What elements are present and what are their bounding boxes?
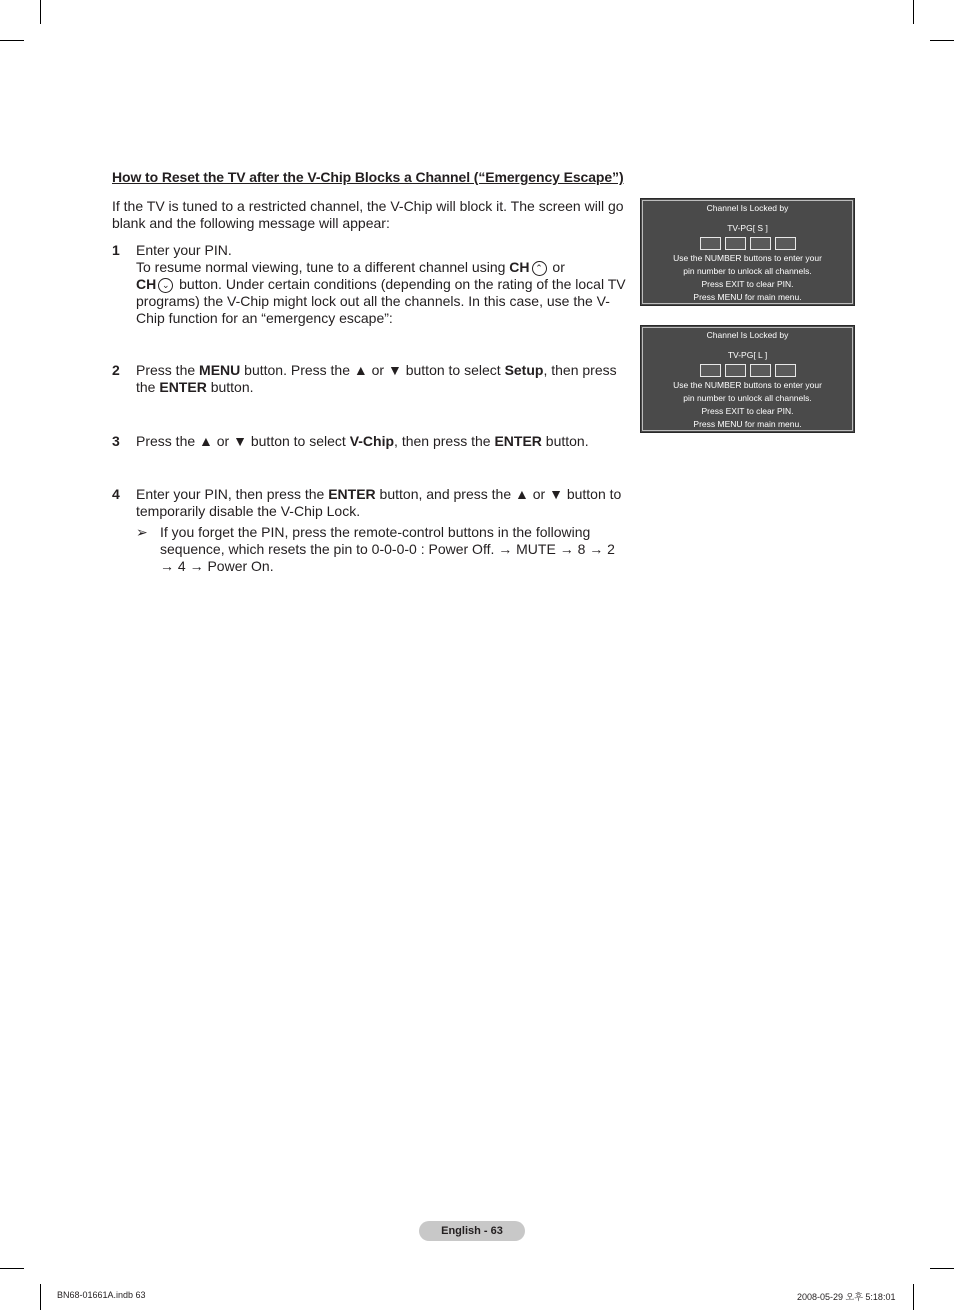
osd-rating: TV-PG[ L ] (727, 350, 768, 360)
osd-rating: TV-PG[ S ] (727, 223, 768, 233)
intro-paragraph: If the TV is tuned to a restricted channel, the V-Chip will block it. The screen will go blank and the following message will appear: (112, 198, 624, 231)
step-4 (112, 486, 627, 575)
osd-screen-2 (640, 325, 855, 433)
osd-instruction: Use the NUMBER buttons to enter your (673, 253, 822, 263)
step-1 (112, 242, 627, 327)
crop-mark (913, 1284, 914, 1310)
pin-box[interactable] (700, 237, 721, 250)
step-text-part: or (548, 259, 565, 275)
pin-box[interactable] (775, 237, 796, 250)
section-heading: How to Reset the TV after the V-Chip Blocks a Channel (“Emergency Escape”) (112, 169, 624, 185)
page-number-badge: English - 63 (419, 1221, 525, 1241)
crop-mark (40, 1284, 41, 1310)
step-text-part: , then press the (394, 433, 495, 449)
osd-instruction: Press EXIT to clear PIN. (701, 406, 794, 416)
pin-box[interactable] (775, 364, 796, 377)
chevron-down-icon: ⌄ (158, 278, 173, 293)
step-body (136, 433, 627, 450)
step-text (136, 259, 627, 327)
osd-instruction: Press EXIT to clear PIN. (701, 279, 794, 289)
step-text-part: button. Under certain conditions (depending on the rating of the local TV programs) the V-Chip might lock out all the channels. In this case, use the V-Chip function for an “emergency escape”: (136, 276, 626, 326)
crop-mark (0, 40, 24, 41)
step-text: Enter your PIN. (136, 242, 232, 258)
step-3 (112, 433, 627, 450)
print-timestamp: 2008-05-29 오후 5:18:01 (797, 1292, 896, 1302)
step-text-part: button, and press the ▲ or ▼ button to temporarily disable the V-Chip Lock. (136, 486, 622, 519)
osd-instruction: Press MENU for main menu. (693, 292, 802, 302)
step-number: 2 (112, 362, 120, 378)
step-number: 1 (112, 242, 120, 258)
file-name: BN68-01661A.indb 63 (57, 1290, 146, 1300)
step-text-part: Enter your PIN, then press the (136, 486, 329, 502)
osd-instruction: pin number to unlock all channels. (683, 393, 812, 403)
pin-box[interactable] (725, 237, 746, 250)
step-body (136, 242, 627, 327)
osd-instruction: Use the NUMBER buttons to enter your (673, 380, 822, 390)
osd-screen-1 (640, 198, 855, 306)
chevron-up-icon: ⌃ (532, 261, 547, 276)
crop-mark (930, 1268, 954, 1269)
arrow-icon: ➢ (136, 524, 148, 540)
step-2 (112, 362, 627, 396)
step-text-part: Press the (136, 362, 200, 378)
crop-mark (0, 1268, 24, 1269)
ch-label: CH (136, 276, 157, 292)
enter-label: ENTER (328, 486, 376, 502)
step-text-part: button. (541, 433, 589, 449)
pin-box[interactable] (700, 364, 721, 377)
setup-label: Setup (504, 362, 544, 378)
osd-instruction: Press MENU for main menu. (693, 419, 802, 429)
crop-mark (930, 40, 954, 41)
step-body (136, 362, 627, 396)
step-number: 3 (112, 433, 120, 449)
enter-label: ENTER (159, 379, 207, 395)
step-text-part: To resume normal viewing, tune to a different channel using (136, 259, 510, 275)
pin-box[interactable] (750, 237, 771, 250)
crop-mark (913, 0, 914, 24)
pin-box[interactable] (725, 364, 746, 377)
menu-label: MENU (199, 362, 241, 378)
step-number: 4 (112, 486, 120, 502)
osd-title: Channel Is Locked by (706, 330, 789, 340)
crop-mark (40, 0, 41, 24)
step-text-part: button. (206, 379, 254, 395)
pin-box[interactable] (750, 364, 771, 377)
pin-entry (641, 364, 854, 377)
ch-label: CH (509, 259, 530, 275)
pin-entry (641, 237, 854, 250)
note-text: If you forget the PIN, press the remote-control buttons in the following sequence, which resets the pin to 0-0-0-0 : Power Off. → MUTE → 8 → 2 → 4 → Power On. (160, 524, 615, 574)
enter-label: ENTER (494, 433, 542, 449)
vchip-label: V-Chip (349, 433, 395, 449)
step-text-part: button. Press the ▲ or ▼ button to select (240, 362, 505, 378)
osd-title: Channel Is Locked by (706, 203, 789, 213)
step-text-part: Press the ▲ or ▼ button to select (136, 433, 350, 449)
step-body (136, 486, 627, 520)
osd-instruction: pin number to unlock all channels. (683, 266, 812, 276)
note (136, 524, 627, 575)
step-text-part: , then press the (136, 362, 617, 395)
